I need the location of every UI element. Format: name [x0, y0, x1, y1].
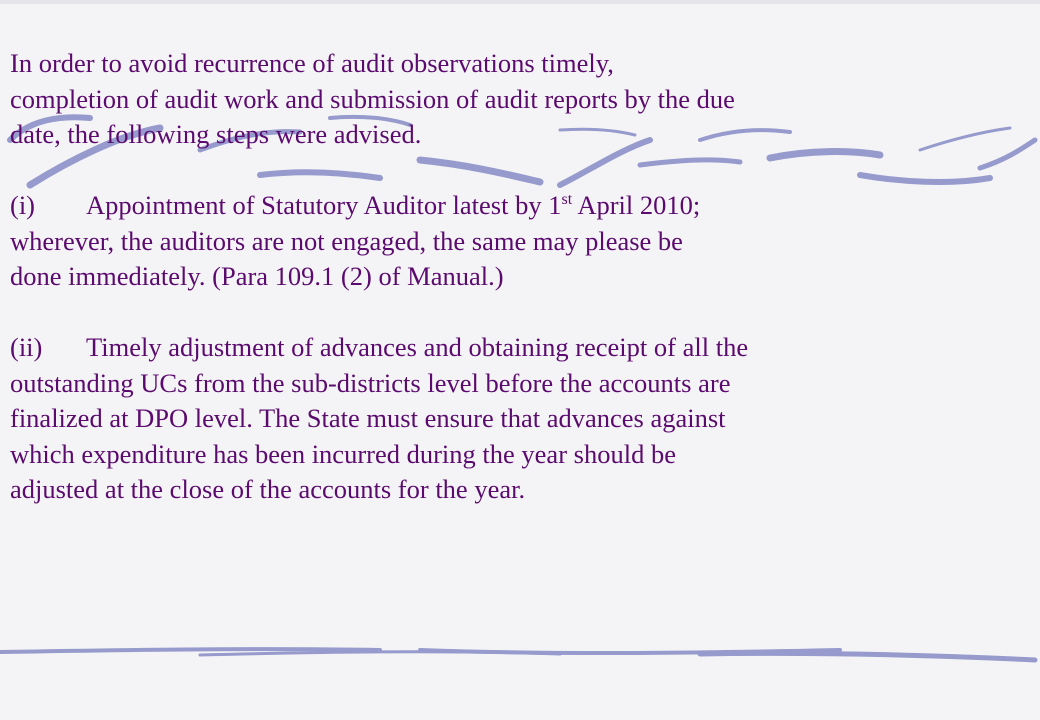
step-i-line-1	[10, 188, 1034, 224]
step-i-text-before-sup: Appointment of Statutory Auditor latest by 1	[86, 190, 562, 220]
ordinal-superscript: st	[561, 191, 573, 208]
step-i-label: (i)	[10, 190, 36, 220]
step-ii-label: (ii)	[10, 332, 43, 362]
step-ii-line-2: outstanding UCs from the sub-districts level before the accounts are	[10, 367, 731, 398]
top-edge-shadow	[0, 0, 1040, 4]
step-i-text-after-sup: April 2010;	[572, 190, 701, 220]
intro-line-2: completion of audit work and submission of audit reports by the due	[10, 83, 735, 114]
spacer	[10, 153, 1034, 189]
intro-line-1: In order to avoid recurrence of audit observations timely,	[10, 48, 614, 78]
step-i-line-3: done immediately. (Para 109.1 (2) of Manual.)	[10, 261, 504, 291]
step-ii-line-1	[10, 330, 1034, 366]
intro-line-3: date, the following steps were advised.	[10, 119, 422, 149]
step-ii-line-3: finalized at DPO level. The State must ensure that advances against	[10, 403, 726, 433]
step-ii-first-line-text: Timely adjustment of advances and obtaining receipt of all the	[86, 332, 749, 362]
slide-content	[10, 46, 1034, 508]
step-ii-line-5: adjusted at the close of the accounts for the year.	[10, 474, 526, 504]
spacer	[10, 295, 1034, 331]
step-i-line-2: wherever, the auditors are not engaged, the same may please be	[10, 225, 683, 256]
step-ii-line-4: which expenditure has been incurred during the year should be	[10, 438, 676, 469]
